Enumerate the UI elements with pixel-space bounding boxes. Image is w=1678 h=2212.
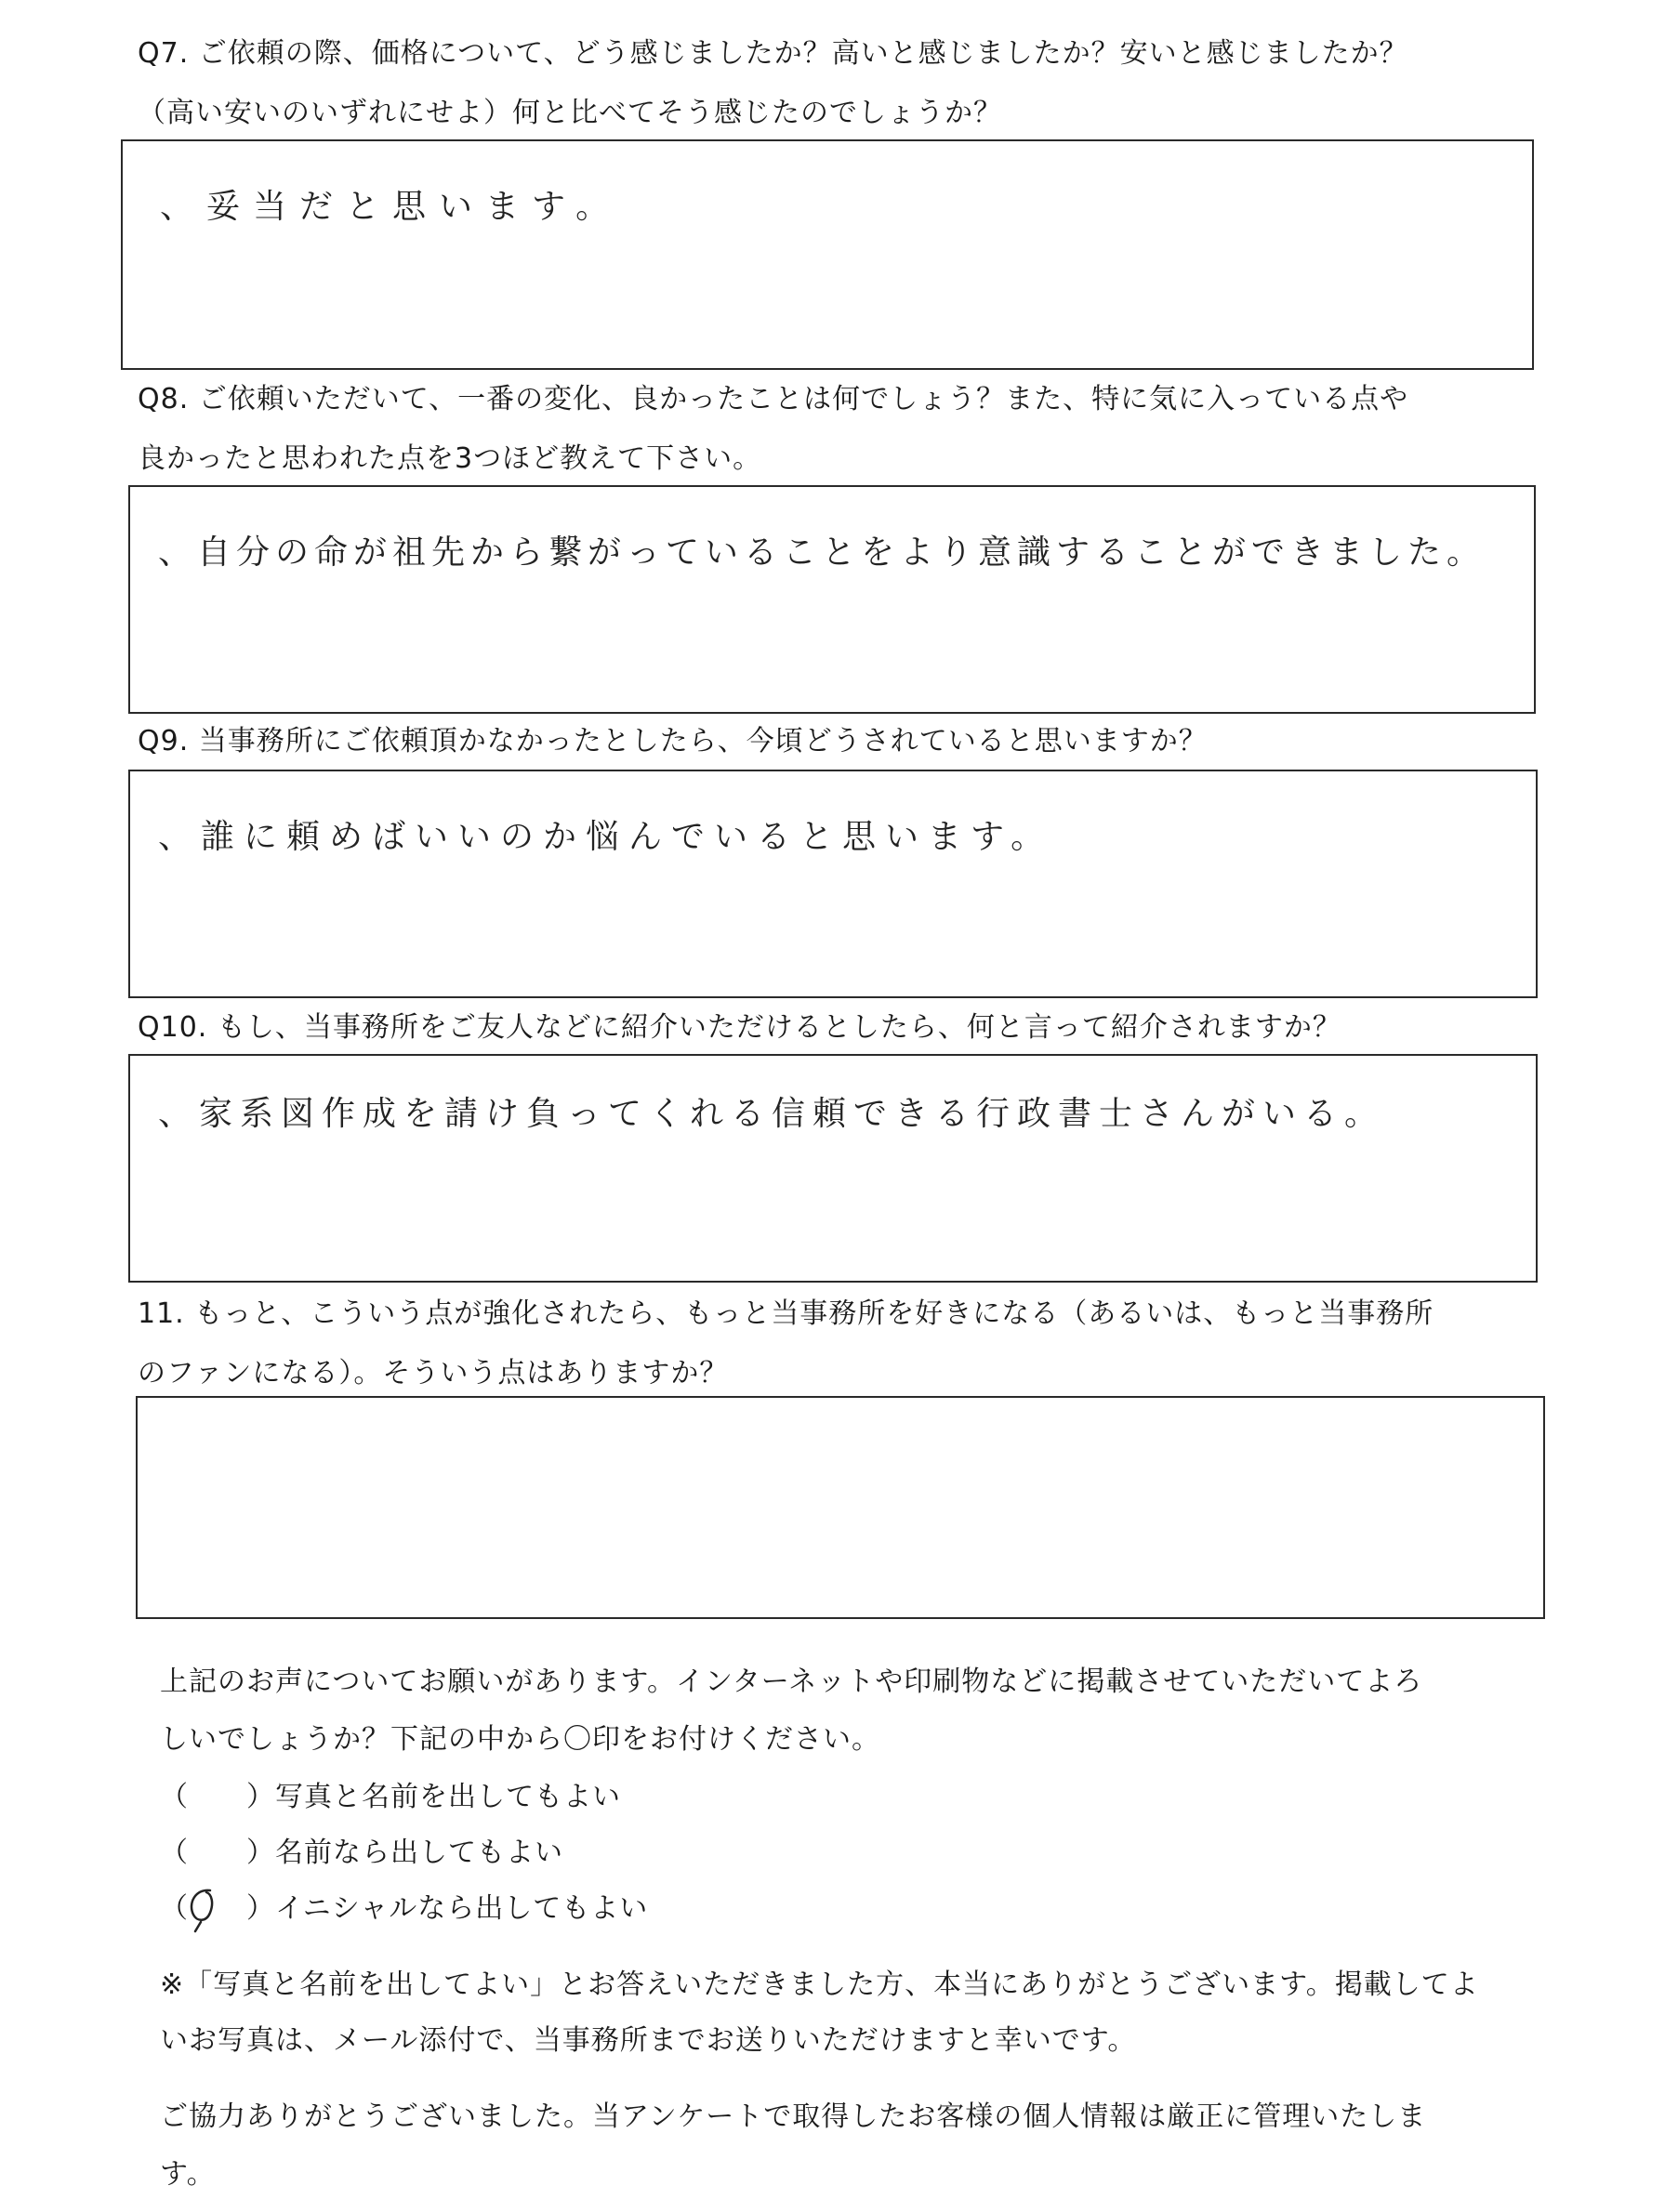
handwritten-check-mark-icon [182, 1885, 225, 1941]
option-paren[interactable]: （ ） [160, 1781, 275, 1813]
q11-answer-box[interactable] [136, 1396, 1545, 1619]
option-label: 名前なら出してもよい [275, 1837, 563, 1869]
q8-question-line2: 良かったと思われた点を3つほど教えて下さい。 [138, 442, 762, 475]
q10-question-line1: Q10. もし、当事務所をご友人などに紹介いただけるとしたら、何と言って紹介されますか？ [138, 1011, 1341, 1044]
q9-question-line1: Q9. 当事務所にご依頼頂かなかったとしたら、今頃どうされていると思いますか？ [138, 725, 1208, 757]
q10-answer-box[interactable] [128, 1054, 1538, 1283]
q10-handwritten-answer: 、家系図作成を請け負ってくれる信頼できる行政書士さんがいる。 [158, 1095, 1386, 1133]
q8-answer-box[interactable] [128, 485, 1536, 714]
q11-question-line1: 11. もっと、こういう点が強化されたら、もっと当事務所を好きになる（あるいは、もっと当事務所 [138, 1297, 1434, 1330]
consent-option-photo-and-name[interactable] [160, 1779, 621, 1816]
q7-question-line2: （高い安いのいずれにせよ）何と比べてそう感じたのでしょうか？ [138, 97, 1002, 129]
q9-handwritten-answer: 、誰に頼めばいいのか悩んでいると思います。 [158, 818, 1054, 856]
q8-question-line1: Q8. ご依頼いただいて、一番の変化、良かったことは何でしょう？また、特に気に入っている点や [138, 383, 1409, 415]
consent-option-name-only[interactable] [160, 1835, 563, 1872]
q7-question-line1: Q7. ご依頼の際、価格について、どう感じましたか？高いと感じましたか？安いと感じましたか？ [138, 37, 1408, 70]
consent-option-initials-only[interactable] [160, 1890, 648, 1928]
q8-handwritten-answer: 、自分の命が祖先から繋がっていることをより意識することができました。 [158, 533, 1486, 572]
option-paren[interactable]: （ ） [160, 1837, 275, 1869]
q9-answer-box[interactable] [128, 770, 1538, 998]
option-paren[interactable]: （ ） [160, 1892, 275, 1925]
q7-answer-box[interactable] [121, 139, 1534, 370]
note-line1: ※「写真と名前を出してよい」とお答えいただきました方、本当にありがとうございます。掲載してよ [160, 1968, 1479, 2001]
consent-intro-line1: 上記のお声についてお願いがあります。インターネットや印刷物などに掲載させていただいてよろ [160, 1666, 1423, 1698]
q7-handwritten-answer: 、妥当だと思います。 [160, 188, 623, 226]
consent-intro-line2: しいでしょうか？下記の中から〇印をお付けください。 [160, 1723, 880, 1756]
note-line2: いお写真は、メール添付で、当事務所までお送りいただけますと幸いです。 [160, 2024, 1137, 2057]
closing-line2: す。 [160, 2158, 216, 2191]
option-label: イニシャルなら出してもよい [275, 1892, 649, 1925]
q11-question-line2: のファンになる）。そういう点はありますか？ [138, 1357, 729, 1389]
closing-line1: ご協力ありがとうございました。当アンケートで取得したお客様の個人情報は厳正に管理いたしま [160, 2100, 1427, 2133]
option-label: 写真と名前を出してもよい [275, 1781, 621, 1813]
